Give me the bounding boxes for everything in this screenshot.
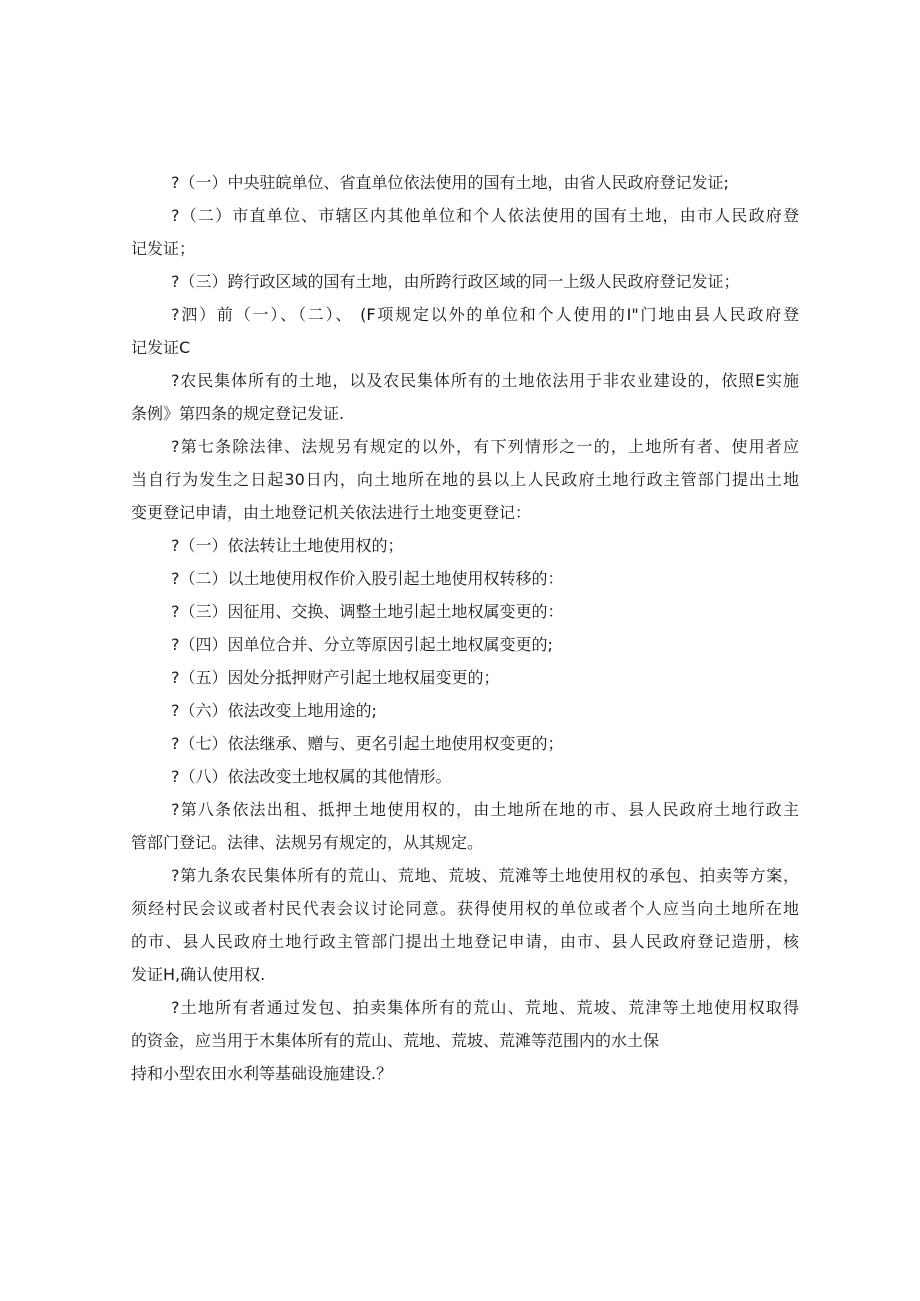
paragraph-line: 变更登记申请，由土地登记机关依法进行土地变更登记： [131,503,532,522]
paragraph-line: ?第九条农民集体所有的荒山、荒地、荒坡、荒滩等土地使用权的承包、拍卖等方案， [171,866,799,885]
paragraph-line: 的市、县人民政府土地行政主管部门提出土地登记申请，由市、县人民政府登记造册，核 [131,932,799,951]
paragraph-line: 须经村民会议或者村民代表会议讨论同意。获得使用权的单位或者个人应当向土地所在地 [131,899,799,918]
paragraph-line: 的资金，应当用于木集体所有的荒山、荒地、荒坡、荒滩等范围内的水土保 [131,1031,660,1050]
paragraph [131,265,799,298]
document-body [131,166,799,1090]
paragraph-line: ?（二）以土地使用权作价入股引起土地使用权转移的： [171,569,564,588]
paragraph-line: 管部门登记。法律、法规另有规定的，从其规定。 [131,833,484,852]
paragraph [131,562,799,595]
paragraph [131,166,799,199]
paragraph [131,727,799,760]
paragraph [131,628,799,661]
paragraph [131,529,799,562]
paragraph [131,430,799,529]
paragraph-line: ?第七条除法律、法规另有规定的以外，有下列情形之一的，上地所有者、使用者应 [171,437,799,456]
paragraph-line: ?土地所有者通过发包、拍卖集体所有的荒山、荒地、荒坡、荒津等土地使用权取得 [171,998,799,1017]
paragraph-line: ?（八）依法改变土地权属的其他情形。 [171,767,452,786]
paragraph [131,793,799,859]
paragraph-line: ?（七）依法继承、赠与、更名引起土地使用权变更的； [171,734,564,753]
paragraph-line: ?泗）前（一）、（二）、 (F项规定以外的单位和个人使用的I"门地由县人民政府登 [171,305,799,324]
paragraph-line: 当自行为发生之日起30日内，向土地所在地的县以上人民政府土地行政主管部门提出土地 [131,470,799,489]
paragraph [131,298,799,364]
paragraph [131,859,799,991]
paragraph-line: ?第八条依法出租、抵押土地使用权的，由土地所在地的市、县人民政府土地行政主 [171,800,799,819]
paragraph-line: 条例》第四条的规定登记发证. [131,404,345,423]
paragraph [131,991,799,1090]
paragraph [131,661,799,694]
paragraph-line: 发证H,确认使用权. [131,965,266,984]
paragraph-line: 记发证C [131,338,191,357]
paragraph-line: ?农民集体所有的土地，以及农民集体所有的土地依法用于非农业建设的，依照E实施 [171,371,799,390]
paragraph-line: ?（四）因单位合并、分立等原因引起土地权属变更的; [171,635,553,654]
paragraph [131,760,799,793]
paragraph [131,364,799,430]
paragraph [131,595,799,628]
paragraph-line: 记发证； [131,239,196,258]
paragraph-line: ?（二）市直单位、市辖区内其他单位和个人依法使用的国有土地，由市人民政府登 [171,206,799,225]
paragraph-line: ?（五）因处分抵押财产引起土地权届变更的； [171,668,500,687]
paragraph-line: ?（一）中央驻皖单位、省直单位依法使用的国有土地，由省人民政府登记发证; [171,173,729,192]
paragraph [131,199,799,265]
paragraph-line: ?（三）跨行政区域的国有土地，由所跨行政区域的同一上级人民政府登记发证； [171,272,740,291]
paragraph-line: ?（三）因征用、交换、调整土地引起土地权属变更的： [171,602,564,621]
paragraph-line: ?（一）依法转让土地使用权的； [171,536,404,555]
paragraph [131,694,799,727]
paragraph-line: ?（六）依法改变上地用途的; [171,701,377,720]
paragraph-line: 持和小型农田水利等基础设施建设.？ [131,1064,393,1083]
